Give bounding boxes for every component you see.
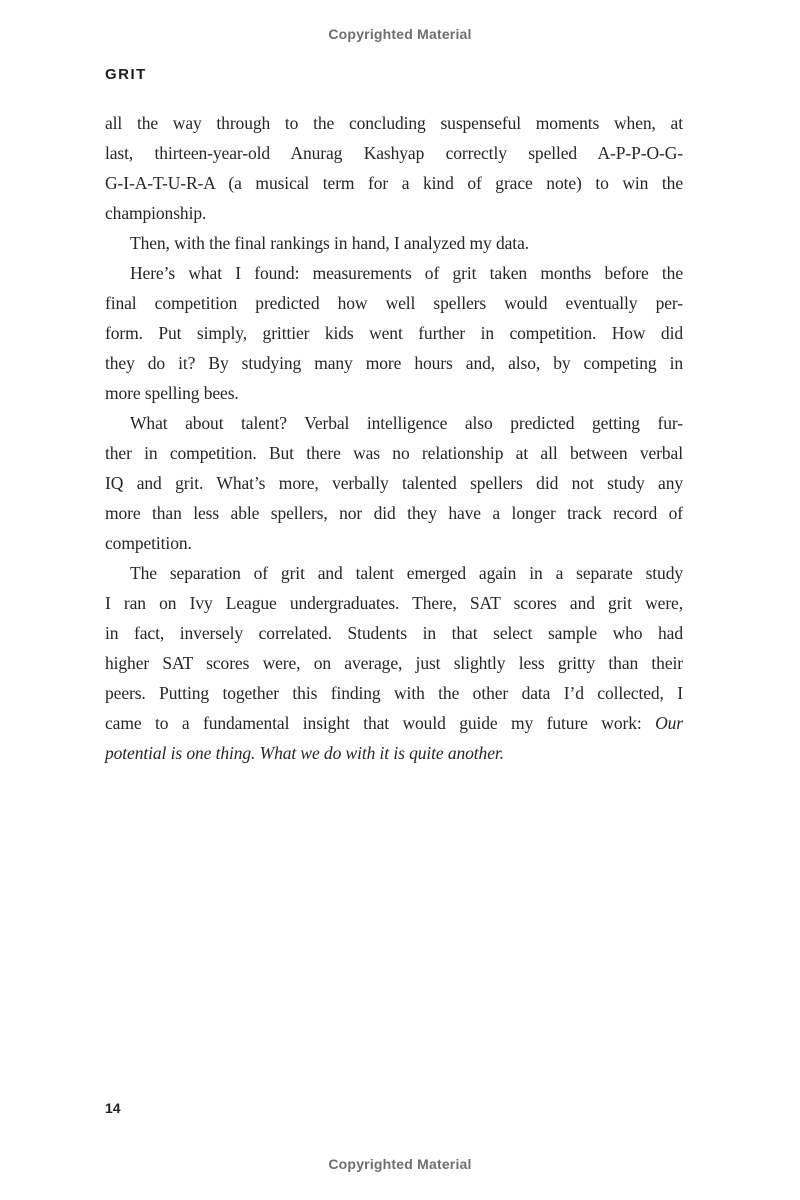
text-segment: championship.: [105, 203, 207, 223]
italic-text-segment: potential is one thing. What we do with it is quite another.: [105, 743, 504, 763]
running-header: GRIT: [105, 66, 147, 83]
page-number: 14: [105, 1100, 121, 1116]
body-text: [105, 108, 683, 768]
text-line: [105, 738, 683, 768]
text-segment: form. Put simply, grittier kids went further in competition. How did: [105, 323, 683, 343]
text-segment: all the way through to the concluding suspenseful moments when, at: [105, 113, 683, 133]
copyright-notice-bottom: Copyrighted Material: [328, 1156, 472, 1172]
text-line: [105, 258, 683, 288]
text-segment: came to a fundamental insight that would guide my future work:: [105, 713, 656, 733]
text-segment: in fact, inversely correlated. Students in that select sample who had: [105, 623, 683, 643]
text-line: [105, 678, 683, 708]
text-segment: last, thirteen-year-old Anurag Kashyap correctly spelled A-P-P-O-G-: [105, 143, 683, 163]
text-segment: Then, with the final rankings in hand, I analyzed my data.: [130, 233, 530, 253]
text-line: [105, 708, 683, 738]
text-segment: more than less able spellers, nor did they have a longer track record of: [105, 503, 683, 523]
text-segment: Here’s what I found: measurements of grit taken months before the: [130, 263, 683, 283]
text-segment: more spelling bees.: [105, 383, 239, 403]
text-line: [105, 168, 683, 198]
text-segment: they do it? By studying many more hours and, also, by competing in: [105, 353, 683, 373]
text-line: [105, 438, 683, 468]
text-line: [105, 228, 683, 258]
text-segment: What about talent? Verbal intelligence also predicted getting fur-: [130, 413, 683, 433]
text-line: [105, 198, 683, 228]
text-line: [105, 588, 683, 618]
copyright-notice-top: Copyrighted Material: [328, 26, 472, 42]
text-line: [105, 288, 683, 318]
text-line: [105, 468, 683, 498]
text-line: [105, 648, 683, 678]
text-line: [105, 378, 683, 408]
text-line: [105, 528, 683, 558]
text-line: [105, 138, 683, 168]
text-line: [105, 558, 683, 588]
text-segment: The separation of grit and talent emerged again in a separate study: [130, 563, 683, 583]
text-line: [105, 408, 683, 438]
text-line: [105, 498, 683, 528]
text-line: [105, 618, 683, 648]
text-segment: ther in competition. But there was no relationship at all between verbal: [105, 443, 683, 463]
text-line: [105, 318, 683, 348]
text-segment: I ran on Ivy League undergraduates. There, SAT scores and grit were,: [105, 593, 683, 613]
text-line: [105, 108, 683, 138]
text-segment: competition.: [105, 533, 192, 553]
text-segment: final competition predicted how well spellers would eventually per-: [105, 293, 683, 313]
text-segment: IQ and grit. What’s more, verbally talented spellers did not study any: [105, 473, 683, 493]
text-segment: higher SAT scores were, on average, just slightly less gritty than their: [105, 653, 683, 673]
text-segment: peers. Putting together this finding with the other data I’d collected, I: [105, 683, 683, 703]
text-line: [105, 348, 683, 378]
text-segment: G-I-A-T-U-R-A (a musical term for a kind of grace note) to win the: [105, 173, 683, 193]
italic-text-segment: Our: [655, 713, 683, 733]
